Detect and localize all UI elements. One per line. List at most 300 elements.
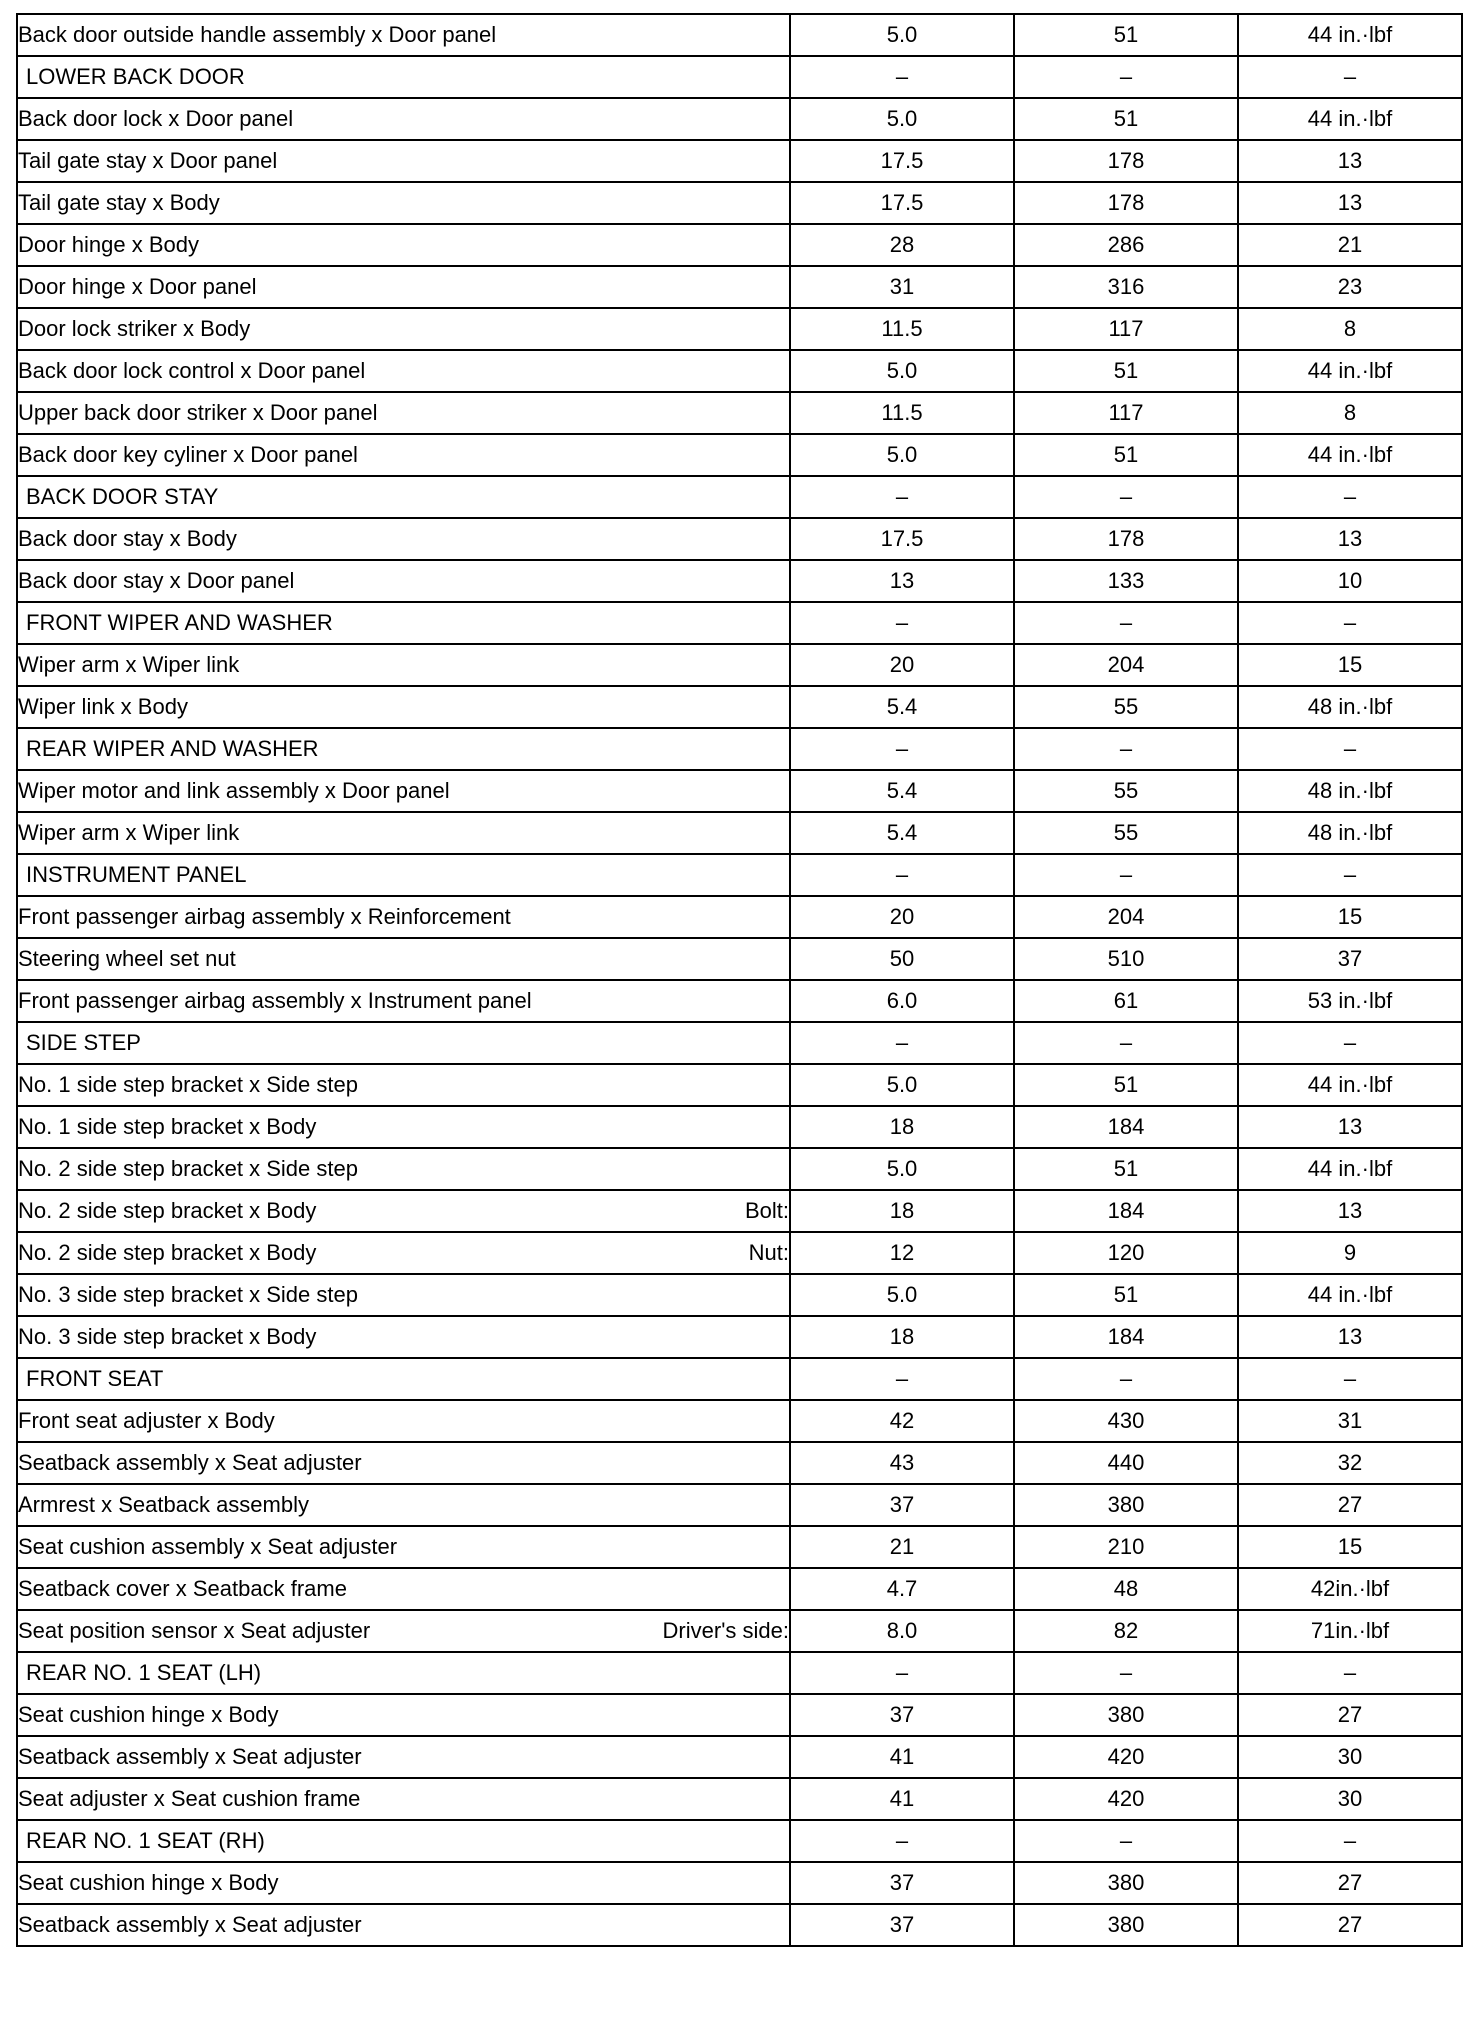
part-cell-content xyxy=(18,1158,789,1180)
torque-kgfcm-cell: 420 xyxy=(1014,1778,1238,1820)
torque-ftlbf-cell: 15 xyxy=(1238,1526,1462,1568)
torque-nm-cell: 37 xyxy=(790,1904,1014,1946)
torque-nm-cell: 28 xyxy=(790,224,1014,266)
torque-nm-cell: 18 xyxy=(790,1106,1014,1148)
torque-kgfcm-cell: 51 xyxy=(1014,1148,1238,1190)
part-cell-content xyxy=(26,66,789,88)
table-row xyxy=(17,812,1462,854)
section-header-row xyxy=(17,1820,1462,1862)
torque-nm-cell: 21 xyxy=(790,1526,1014,1568)
torque-ftlbf-cell: – xyxy=(1238,728,1462,770)
part-name: Wiper motor and link assembly x Door panel xyxy=(18,778,450,803)
section-title: FRONT SEAT xyxy=(26,1366,164,1391)
part-name: No. 1 side step bracket x Body xyxy=(18,1114,317,1139)
torque-ftlbf-cell: – xyxy=(1238,476,1462,518)
torque-nm-cell: 5.0 xyxy=(790,98,1014,140)
table-row xyxy=(17,1694,1462,1736)
torque-ftlbf-cell: – xyxy=(1238,602,1462,644)
part-cell-content xyxy=(18,108,789,130)
table-row xyxy=(17,1106,1462,1148)
torque-ftlbf-cell: 8 xyxy=(1238,392,1462,434)
part-cell xyxy=(17,1358,790,1400)
torque-kgfcm-cell: – xyxy=(1014,602,1238,644)
torque-nm-cell: 5.0 xyxy=(790,14,1014,56)
section-title: FRONT WIPER AND WASHER xyxy=(26,610,333,635)
table-row xyxy=(17,1862,1462,1904)
part-name: Seatback assembly x Seat adjuster xyxy=(18,1912,362,1937)
torque-kgfcm-cell: 184 xyxy=(1014,1106,1238,1148)
part-name: Wiper link x Body xyxy=(18,694,188,719)
torque-kgfcm-cell: 316 xyxy=(1014,266,1238,308)
torque-nm-cell: 18 xyxy=(790,1190,1014,1232)
part-cell-content xyxy=(18,780,789,802)
part-cell xyxy=(17,854,790,896)
part-cell xyxy=(17,1652,790,1694)
section-header-row xyxy=(17,56,1462,98)
part-cell xyxy=(17,1274,790,1316)
part-cell-content xyxy=(26,612,789,634)
part-cell xyxy=(17,1064,790,1106)
torque-kgfcm-cell: 430 xyxy=(1014,1400,1238,1442)
table-row xyxy=(17,1064,1462,1106)
torque-ftlbf-cell: 44 in.·lbf xyxy=(1238,14,1462,56)
torque-nm-cell: 20 xyxy=(790,896,1014,938)
torque-kgfcm-cell: 178 xyxy=(1014,182,1238,224)
part-name: Front seat adjuster x Body xyxy=(18,1408,275,1433)
torque-nm-cell: 37 xyxy=(790,1484,1014,1526)
torque-nm-cell: 50 xyxy=(790,938,1014,980)
table-row xyxy=(17,938,1462,980)
torque-ftlbf-cell: 8 xyxy=(1238,308,1462,350)
torque-kgfcm-cell: 420 xyxy=(1014,1736,1238,1778)
part-note: Bolt: xyxy=(744,1198,789,1223)
part-cell-content xyxy=(18,1116,789,1138)
torque-ftlbf-cell: – xyxy=(1238,56,1462,98)
part-name: Seat adjuster x Seat cushion frame xyxy=(18,1786,361,1811)
part-cell-content xyxy=(18,1074,789,1096)
table-row xyxy=(17,1904,1462,1946)
part-cell xyxy=(17,98,790,140)
part-cell xyxy=(17,56,790,98)
torque-nm-cell: 17.5 xyxy=(790,518,1014,560)
section-header-row xyxy=(17,854,1462,896)
part-cell-content xyxy=(18,192,789,214)
part-name: Seatback assembly x Seat adjuster xyxy=(18,1450,362,1475)
torque-ftlbf-cell: 31 xyxy=(1238,1400,1462,1442)
part-name: Wiper arm x Wiper link xyxy=(18,652,240,677)
torque-nm-cell: 5.4 xyxy=(790,812,1014,854)
torque-nm-cell: 42 xyxy=(790,1400,1014,1442)
table-row xyxy=(17,1190,1462,1232)
torque-nm-cell: 5.0 xyxy=(790,434,1014,476)
part-cell xyxy=(17,1526,790,1568)
part-cell-content xyxy=(18,1872,789,1894)
torque-ftlbf-cell: 27 xyxy=(1238,1484,1462,1526)
table-row xyxy=(17,518,1462,560)
part-name: Back door key cyliner x Door panel xyxy=(18,442,358,467)
part-cell xyxy=(17,644,790,686)
torque-nm-cell: 31 xyxy=(790,266,1014,308)
part-cell-content xyxy=(18,1494,789,1516)
torque-ftlbf-cell: 44 in.·lbf xyxy=(1238,434,1462,476)
torque-kgfcm-cell: 178 xyxy=(1014,140,1238,182)
part-cell xyxy=(17,476,790,518)
part-cell-content xyxy=(18,948,789,970)
torque-nm-cell: 17.5 xyxy=(790,140,1014,182)
table-row xyxy=(17,1316,1462,1358)
torque-ftlbf-cell: 13 xyxy=(1238,182,1462,224)
part-cell-content xyxy=(18,360,789,382)
torque-ftlbf-cell: 44 in.·lbf xyxy=(1238,350,1462,392)
torque-kgfcm-cell: 51 xyxy=(1014,1274,1238,1316)
part-cell xyxy=(17,812,790,854)
torque-nm-cell: 20 xyxy=(790,644,1014,686)
part-cell xyxy=(17,1316,790,1358)
torque-ftlbf-cell: 13 xyxy=(1238,518,1462,560)
table-row xyxy=(17,266,1462,308)
torque-nm-cell: 11.5 xyxy=(790,308,1014,350)
torque-ftlbf-cell: 23 xyxy=(1238,266,1462,308)
torque-nm-cell: – xyxy=(790,1652,1014,1694)
torque-kgfcm-cell: – xyxy=(1014,1652,1238,1694)
section-title: LOWER BACK DOOR xyxy=(26,64,245,89)
part-name: Door hinge x Door panel xyxy=(18,274,257,299)
part-cell-content xyxy=(18,1284,789,1306)
torque-kgfcm-cell: 210 xyxy=(1014,1526,1238,1568)
section-title: INSTRUMENT PANEL xyxy=(26,862,247,887)
torque-kgfcm-cell: 48 xyxy=(1014,1568,1238,1610)
part-cell-content xyxy=(18,444,789,466)
torque-kgfcm-cell: 380 xyxy=(1014,1904,1238,1946)
torque-ftlbf-cell: 13 xyxy=(1238,1316,1462,1358)
torque-ftlbf-cell: 42in.·lbf xyxy=(1238,1568,1462,1610)
torque-nm-cell: 41 xyxy=(790,1736,1014,1778)
part-cell-content xyxy=(18,276,789,298)
part-cell-content xyxy=(18,1326,789,1348)
part-cell-content xyxy=(26,1032,789,1054)
part-cell xyxy=(17,1820,790,1862)
torque-nm-cell: 8.0 xyxy=(790,1610,1014,1652)
part-name: Upper back door striker x Door panel xyxy=(18,400,378,425)
part-cell-content xyxy=(18,696,789,718)
torque-kgfcm-cell: 117 xyxy=(1014,308,1238,350)
torque-nm-cell: 13 xyxy=(790,560,1014,602)
torque-nm-cell: 4.7 xyxy=(790,1568,1014,1610)
torque-nm-cell: – xyxy=(790,728,1014,770)
torque-ftlbf-cell: 71in.·lbf xyxy=(1238,1610,1462,1652)
part-name: No. 3 side step bracket x Body xyxy=(18,1324,317,1349)
part-name: Door hinge x Body xyxy=(18,232,199,257)
torque-ftlbf-cell: 44 in.·lbf xyxy=(1238,98,1462,140)
torque-table-body xyxy=(17,14,1462,1946)
part-name: Steering wheel set nut xyxy=(18,946,236,971)
part-note: Driver's side: xyxy=(662,1618,789,1643)
part-name: Seatback assembly x Seat adjuster xyxy=(18,1744,362,1769)
part-cell xyxy=(17,350,790,392)
torque-kgfcm-cell: 55 xyxy=(1014,770,1238,812)
torque-ftlbf-cell: – xyxy=(1238,1022,1462,1064)
torque-nm-cell: – xyxy=(790,56,1014,98)
torque-nm-cell: 11.5 xyxy=(790,392,1014,434)
torque-nm-cell: 5.0 xyxy=(790,1274,1014,1316)
part-cell-content xyxy=(26,864,789,886)
torque-kgfcm-cell: 55 xyxy=(1014,812,1238,854)
torque-ftlbf-cell: 30 xyxy=(1238,1736,1462,1778)
torque-nm-cell: 12 xyxy=(790,1232,1014,1274)
table-row xyxy=(17,1232,1462,1274)
table-row xyxy=(17,644,1462,686)
part-cell-content xyxy=(18,1452,789,1474)
part-name: Door lock striker x Body xyxy=(18,316,251,341)
section-title: SIDE STEP xyxy=(26,1030,141,1055)
table-row xyxy=(17,1778,1462,1820)
torque-ftlbf-cell: 21 xyxy=(1238,224,1462,266)
table-row xyxy=(17,1610,1462,1652)
part-cell-content xyxy=(18,1410,789,1432)
part-cell-content xyxy=(26,486,789,508)
part-cell-content xyxy=(18,906,789,928)
part-cell-content xyxy=(18,822,789,844)
part-name: Armrest x Seatback assembly xyxy=(18,1492,309,1517)
torque-kgfcm-cell: 440 xyxy=(1014,1442,1238,1484)
part-cell xyxy=(17,1610,790,1652)
part-cell-content xyxy=(18,318,789,340)
part-name: Tail gate stay x Body xyxy=(18,190,220,215)
torque-nm-cell: 5.0 xyxy=(790,1064,1014,1106)
torque-kgfcm-cell: – xyxy=(1014,56,1238,98)
torque-kgfcm-cell: 204 xyxy=(1014,896,1238,938)
part-cell xyxy=(17,1694,790,1736)
torque-kgfcm-cell: – xyxy=(1014,854,1238,896)
torque-kgfcm-cell: 510 xyxy=(1014,938,1238,980)
part-name: No. 2 side step bracket x Body xyxy=(18,1240,317,1265)
torque-ftlbf-cell: 48 in.·lbf xyxy=(1238,812,1462,854)
torque-nm-cell: 18 xyxy=(790,1316,1014,1358)
table-row xyxy=(17,980,1462,1022)
torque-nm-cell: – xyxy=(790,602,1014,644)
torque-ftlbf-cell: 15 xyxy=(1238,644,1462,686)
torque-ftlbf-cell: 9 xyxy=(1238,1232,1462,1274)
torque-nm-cell: 5.4 xyxy=(790,770,1014,812)
part-name: Seat position sensor x Seat adjuster xyxy=(18,1618,371,1643)
part-name: Seatback cover x Seatback frame xyxy=(18,1576,347,1601)
torque-kgfcm-cell: 55 xyxy=(1014,686,1238,728)
section-title: REAR NO. 1 SEAT (RH) xyxy=(26,1828,265,1853)
table-row xyxy=(17,350,1462,392)
part-cell-content xyxy=(18,1914,789,1936)
table-row xyxy=(17,1274,1462,1316)
part-cell-content xyxy=(18,24,789,46)
torque-kgfcm-cell: 380 xyxy=(1014,1862,1238,1904)
part-cell xyxy=(17,896,790,938)
part-name: Front passenger airbag assembly x Reinforcement xyxy=(18,904,511,929)
torque-kgfcm-cell: 120 xyxy=(1014,1232,1238,1274)
torque-kgfcm-cell: 184 xyxy=(1014,1190,1238,1232)
part-cell-content xyxy=(18,402,789,424)
part-cell xyxy=(17,1442,790,1484)
torque-ftlbf-cell: 44 in.·lbf xyxy=(1238,1064,1462,1106)
part-cell-content xyxy=(18,654,789,676)
torque-nm-cell: – xyxy=(790,1820,1014,1862)
torque-nm-cell: 5.0 xyxy=(790,350,1014,392)
part-name: Back door lock control x Door panel xyxy=(18,358,366,383)
part-cell-content xyxy=(18,990,789,1012)
torque-kgfcm-cell: 286 xyxy=(1014,224,1238,266)
part-name: No. 2 side step bracket x Body xyxy=(18,1198,317,1223)
torque-nm-cell: 37 xyxy=(790,1862,1014,1904)
part-name: Tail gate stay x Door panel xyxy=(18,148,278,173)
torque-ftlbf-cell: 44 in.·lbf xyxy=(1238,1148,1462,1190)
part-cell xyxy=(17,1778,790,1820)
torque-nm-cell: – xyxy=(790,1358,1014,1400)
part-cell xyxy=(17,224,790,266)
torque-ftlbf-cell: 13 xyxy=(1238,140,1462,182)
part-cell xyxy=(17,560,790,602)
torque-ftlbf-cell: 30 xyxy=(1238,1778,1462,1820)
table-row xyxy=(17,14,1462,56)
part-cell-content xyxy=(18,234,789,256)
part-cell xyxy=(17,266,790,308)
table-row xyxy=(17,770,1462,812)
torque-nm-cell: 6.0 xyxy=(790,980,1014,1022)
torque-ftlbf-cell: 27 xyxy=(1238,1904,1462,1946)
torque-nm-cell: 41 xyxy=(790,1778,1014,1820)
torque-ftlbf-cell: 32 xyxy=(1238,1442,1462,1484)
part-cell xyxy=(17,182,790,224)
torque-ftlbf-cell: – xyxy=(1238,1820,1462,1862)
part-cell xyxy=(17,770,790,812)
part-cell xyxy=(17,980,790,1022)
table-row xyxy=(17,1400,1462,1442)
torque-nm-cell: – xyxy=(790,854,1014,896)
torque-kgfcm-cell: 380 xyxy=(1014,1484,1238,1526)
part-cell-content xyxy=(18,1578,789,1600)
torque-kgfcm-cell: 61 xyxy=(1014,980,1238,1022)
table-row xyxy=(17,308,1462,350)
torque-kgfcm-cell: – xyxy=(1014,476,1238,518)
part-cell-content xyxy=(18,150,789,172)
part-name: No. 3 side step bracket x Side step xyxy=(18,1282,358,1307)
part-cell-content xyxy=(18,1200,789,1222)
section-header-row xyxy=(17,728,1462,770)
part-name: Seat cushion assembly x Seat adjuster xyxy=(18,1534,398,1559)
part-cell xyxy=(17,686,790,728)
section-header-row xyxy=(17,1022,1462,1064)
table-row xyxy=(17,896,1462,938)
torque-nm-cell: 17.5 xyxy=(790,182,1014,224)
torque-kgfcm-cell: – xyxy=(1014,1358,1238,1400)
part-cell xyxy=(17,602,790,644)
part-name: Front passenger airbag assembly x Instrument panel xyxy=(18,988,532,1013)
torque-kgfcm-cell: 51 xyxy=(1014,14,1238,56)
part-cell-content xyxy=(26,738,789,760)
part-name: No. 2 side step bracket x Side step xyxy=(18,1156,358,1181)
part-note: Nut: xyxy=(748,1240,789,1265)
torque-ftlbf-cell: 48 in.·lbf xyxy=(1238,686,1462,728)
part-cell xyxy=(17,392,790,434)
table-row xyxy=(17,1568,1462,1610)
part-name: Back door stay x Door panel xyxy=(18,568,295,593)
part-cell-content xyxy=(18,1746,789,1768)
section-header-row xyxy=(17,1358,1462,1400)
table-row xyxy=(17,1526,1462,1568)
part-cell xyxy=(17,938,790,980)
torque-kgfcm-cell: 204 xyxy=(1014,644,1238,686)
part-cell xyxy=(17,1106,790,1148)
table-row xyxy=(17,98,1462,140)
table-row xyxy=(17,392,1462,434)
table-row xyxy=(17,1484,1462,1526)
table-row xyxy=(17,434,1462,476)
torque-ftlbf-cell: 44 in.·lbf xyxy=(1238,1274,1462,1316)
torque-nm-cell: – xyxy=(790,1022,1014,1064)
torque-ftlbf-cell: 48 in.·lbf xyxy=(1238,770,1462,812)
part-cell-content xyxy=(18,1704,789,1726)
part-cell xyxy=(17,434,790,476)
torque-ftlbf-cell: 53 in.·lbf xyxy=(1238,980,1462,1022)
part-name: Back door outside handle assembly x Door panel xyxy=(18,22,497,47)
torque-nm-cell: 5.0 xyxy=(790,1148,1014,1190)
part-cell xyxy=(17,1400,790,1442)
section-title: REAR WIPER AND WASHER xyxy=(26,736,319,761)
torque-ftlbf-cell: – xyxy=(1238,1652,1462,1694)
part-cell xyxy=(17,1190,790,1232)
torque-ftlbf-cell: 27 xyxy=(1238,1694,1462,1736)
torque-kgfcm-cell: – xyxy=(1014,1022,1238,1064)
torque-ftlbf-cell: 15 xyxy=(1238,896,1462,938)
torque-ftlbf-cell: 13 xyxy=(1238,1190,1462,1232)
table-row xyxy=(17,686,1462,728)
torque-ftlbf-cell: – xyxy=(1238,854,1462,896)
section-title: BACK DOOR STAY xyxy=(26,484,219,509)
torque-kgfcm-cell: – xyxy=(1014,728,1238,770)
torque-ftlbf-cell: 13 xyxy=(1238,1106,1462,1148)
torque-ftlbf-cell: – xyxy=(1238,1358,1462,1400)
table-row xyxy=(17,1148,1462,1190)
torque-kgfcm-cell: 51 xyxy=(1014,434,1238,476)
part-cell-content xyxy=(18,528,789,550)
part-name: Wiper arm x Wiper link xyxy=(18,820,240,845)
part-cell-content xyxy=(26,1830,789,1852)
torque-nm-cell: 5.4 xyxy=(790,686,1014,728)
part-cell xyxy=(17,1484,790,1526)
table-row xyxy=(17,140,1462,182)
torque-nm-cell: – xyxy=(790,476,1014,518)
torque-nm-cell: 43 xyxy=(790,1442,1014,1484)
part-cell xyxy=(17,1736,790,1778)
torque-kgfcm-cell: 82 xyxy=(1014,1610,1238,1652)
section-header-row xyxy=(17,476,1462,518)
part-name: Seat cushion hinge x Body xyxy=(18,1870,279,1895)
torque-ftlbf-cell: 27 xyxy=(1238,1862,1462,1904)
part-cell-content xyxy=(18,1536,789,1558)
section-header-row xyxy=(17,1652,1462,1694)
part-cell xyxy=(17,1862,790,1904)
part-cell xyxy=(17,1022,790,1064)
part-cell xyxy=(17,1568,790,1610)
part-cell xyxy=(17,1148,790,1190)
part-cell-content xyxy=(18,1242,789,1264)
torque-kgfcm-cell: 51 xyxy=(1014,1064,1238,1106)
part-cell-content xyxy=(18,570,789,592)
section-title: REAR NO. 1 SEAT (LH) xyxy=(26,1660,262,1685)
table-row xyxy=(17,1442,1462,1484)
part-cell-content xyxy=(26,1368,789,1390)
torque-kgfcm-cell: 178 xyxy=(1014,518,1238,560)
table-row xyxy=(17,224,1462,266)
part-cell-content xyxy=(26,1662,789,1684)
part-cell-content xyxy=(18,1620,789,1642)
